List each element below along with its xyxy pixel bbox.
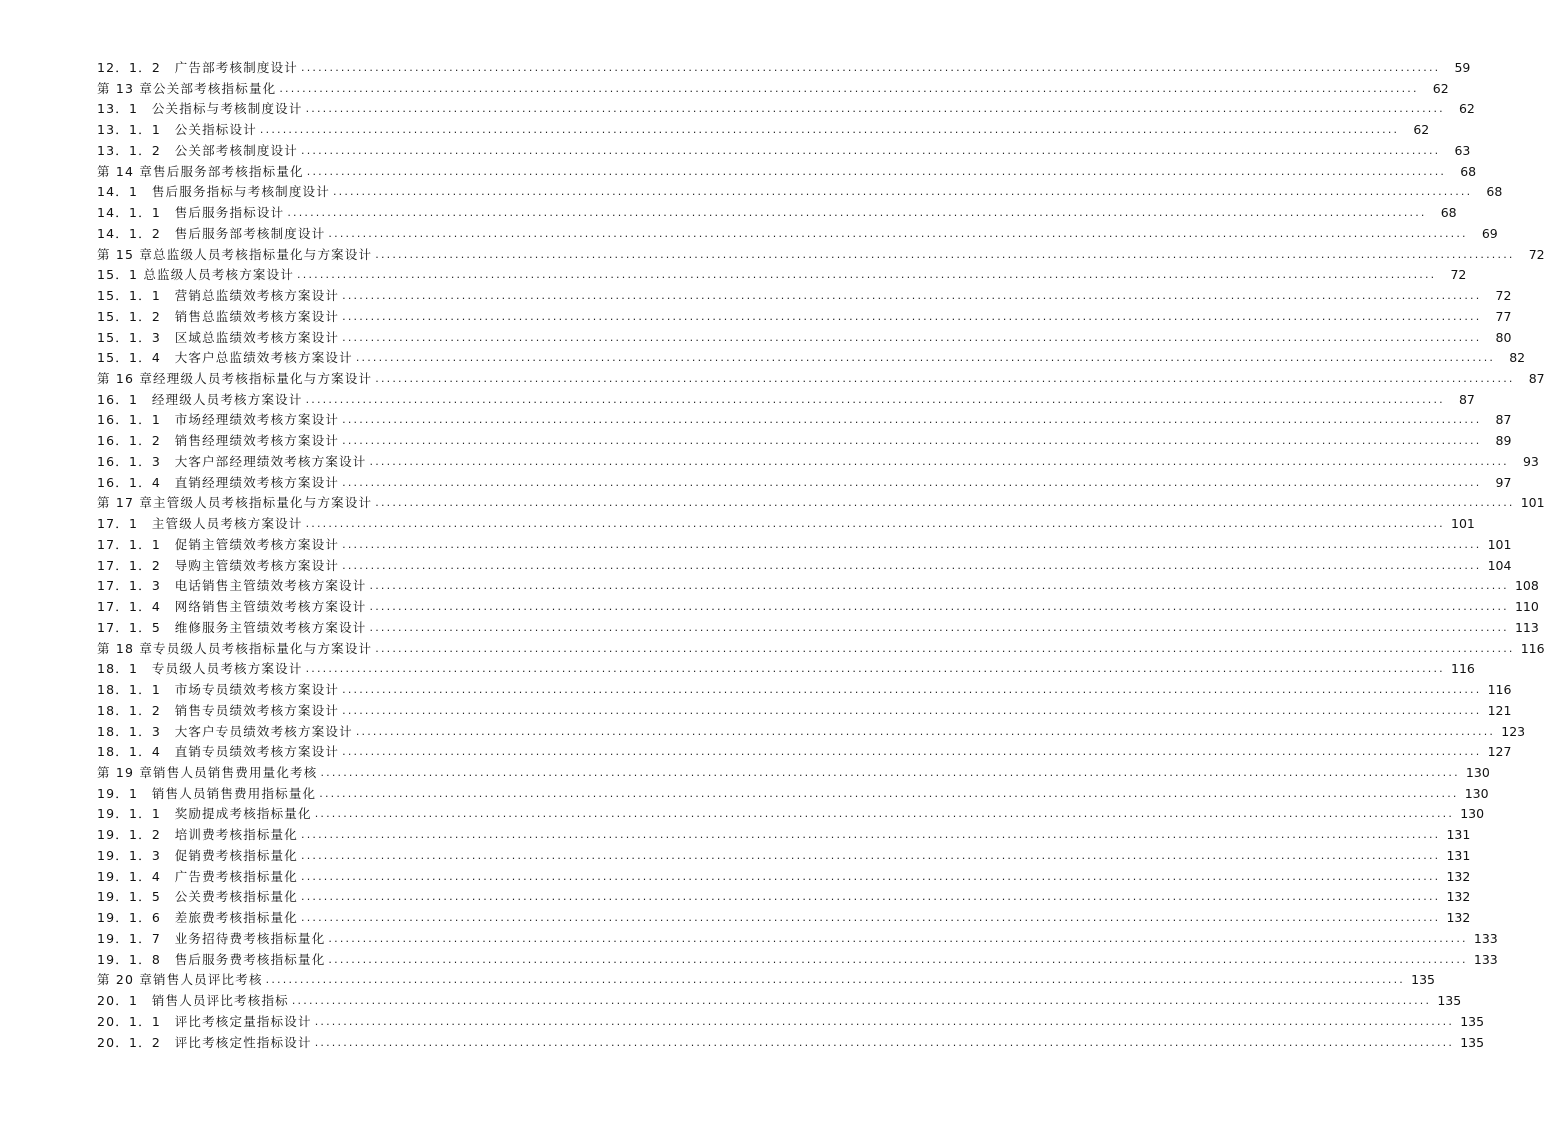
toc-entry-title: 19．1．7 业务招待费考核指标量化 — [97, 930, 326, 946]
dot-leader: ........................................................................................................................................................................................................ — [375, 372, 1515, 386]
toc-entry-page-number: 80 — [1495, 329, 1512, 345]
toc-entry[interactable] — [97, 991, 1462, 1012]
toc-entry-page-number: 77 — [1495, 308, 1512, 324]
toc-entry-title: 16．1．2 销售经理绩效考核方案设计 — [97, 433, 340, 449]
toc-entry[interactable] — [97, 473, 1512, 494]
toc-entry[interactable] — [97, 182, 1503, 203]
toc-entry-page-number: 121 — [1487, 702, 1512, 718]
dot-leader: ........................................................................................................................................................................................................ — [305, 517, 1445, 531]
toc-entry-title: 20．1．1 评比考核定量指标设计 — [97, 1013, 312, 1029]
toc-entry[interactable] — [97, 410, 1512, 431]
toc-entry-page-number: 68 — [1460, 163, 1477, 179]
toc-entry[interactable] — [97, 1012, 1485, 1033]
toc-entry-title: 16．1 经理级人员考核方案设计 — [97, 391, 303, 407]
toc-entry-title: 12．1．2 广告部考核制度设计 — [97, 60, 299, 75]
toc-entry-page-number: 62 — [1413, 122, 1430, 138]
toc-entry[interactable] — [97, 120, 1430, 141]
toc-entry-page-number: 104 — [1487, 557, 1512, 573]
toc-entry[interactable] — [97, 245, 1545, 266]
toc-entry[interactable] — [97, 722, 1526, 743]
toc-entry[interactable] — [97, 369, 1545, 390]
dot-leader: ........................................................................................................................................................................................................ — [314, 1014, 1455, 1028]
toc-entry[interactable] — [97, 141, 1471, 162]
toc-entry[interactable] — [97, 162, 1477, 183]
toc-entry-title: 15．1 总监级人员考核方案设计 — [97, 267, 295, 283]
toc-entry-title: 19．1．6 差旅费考核指标量化 — [97, 910, 299, 926]
table-of-contents — [97, 58, 1545, 1053]
toc-entry-title: 20．1．2 评比考核定性指标设计 — [97, 1034, 312, 1050]
toc-entry-page-number: 116 — [1451, 661, 1475, 677]
toc-entry[interactable] — [97, 825, 1471, 846]
toc-entry[interactable] — [97, 618, 1539, 639]
dot-leader: ........................................................................................................................................................................................................ — [342, 309, 1482, 323]
toc-entry[interactable] — [97, 742, 1512, 763]
dot-leader: ........................................................................................................................................................................................................ — [265, 973, 1405, 987]
toc-entry-page-number: 131 — [1446, 847, 1471, 863]
toc-entry-title: 20．1 销售人员评比考核指标 — [97, 993, 289, 1009]
toc-entry-title: 第 16 章经理级人员考核指标量化与方案设计 — [97, 371, 373, 387]
toc-entry-page-number: 116 — [1487, 682, 1512, 698]
toc-entry[interactable] — [97, 763, 1490, 784]
toc-entry-page-number: 101 — [1487, 536, 1512, 552]
toc-entry-page-number: 127 — [1487, 744, 1512, 760]
dot-leader: ........................................................................................................................................................................................................ — [342, 745, 1482, 759]
toc-entry-page-number: 131 — [1446, 827, 1471, 843]
dot-leader: ........................................................................................................................................................................................................ — [259, 123, 1400, 137]
dot-leader: ........................................................................................................................................................................................................ — [369, 620, 1509, 634]
toc-entry-page-number: 68 — [1486, 184, 1503, 200]
toc-entry-title: 17．1．2 导购主管绩效考核方案设计 — [97, 557, 340, 573]
toc-entry-page-number: 130 — [1465, 764, 1490, 780]
dot-leader: ........................................................................................................................................................................................................ — [342, 330, 1482, 344]
toc-entry-page-number: 135 — [1460, 1034, 1485, 1050]
toc-entry-title: 19．1．8 售后服务费考核指标量化 — [97, 951, 326, 967]
toc-entry-page-number: 62 — [1458, 101, 1475, 117]
toc-entry[interactable] — [97, 950, 1498, 971]
toc-entry[interactable] — [97, 867, 1471, 888]
toc-entry-page-number: 135 — [1437, 993, 1462, 1009]
toc-entry-page-number: 59 — [1454, 60, 1471, 75]
toc-entry[interactable] — [97, 680, 1512, 701]
toc-entry-title: 16．1．4 直销经理绩效考核方案设计 — [97, 474, 340, 490]
dot-leader: ........................................................................................................................................................................................................ — [342, 413, 1482, 427]
toc-entry-page-number: 132 — [1446, 889, 1471, 905]
dot-leader: ........................................................................................................................................................................................................ — [342, 434, 1482, 448]
toc-entry[interactable] — [97, 452, 1539, 473]
toc-entry-title: 第 19 章销售人员销售费用量化考核 — [97, 764, 318, 780]
toc-entry[interactable] — [97, 639, 1545, 660]
toc-entry[interactable] — [97, 58, 1471, 79]
toc-entry-title: 13．1 公关指标与考核制度设计 — [97, 101, 303, 117]
dot-leader: ........................................................................................................................................................................................................ — [314, 807, 1455, 821]
toc-entry-title: 16．1．1 市场经理绩效考核方案设计 — [97, 412, 340, 428]
toc-entry-title: 第 17 章主管级人员考核指标量化与方案设计 — [97, 495, 373, 511]
toc-entry-title: 19．1．5 公关费考核指标量化 — [97, 889, 299, 905]
toc-entry-page-number: 63 — [1454, 142, 1471, 158]
dot-leader: ........................................................................................................................................................................................................ — [301, 911, 1441, 925]
dot-leader: ........................................................................................................................................................................................................ — [279, 81, 1419, 95]
toc-entry-page-number: 135 — [1411, 972, 1435, 988]
toc-entry-page-number: 72 — [1450, 267, 1467, 283]
dot-leader: ........................................................................................................................................................................................................ — [301, 828, 1441, 842]
toc-entry-title: 19．1．2 培训费考核指标量化 — [97, 827, 299, 843]
toc-entry[interactable] — [97, 286, 1512, 307]
toc-entry-page-number: 72 — [1528, 246, 1545, 262]
toc-entry[interactable] — [97, 784, 1489, 805]
toc-entry-title: 14．1 售后服务指标与考核制度设计 — [97, 184, 330, 200]
toc-entry-title: 17．1．4 网络销售主管绩效考核方案设计 — [97, 599, 367, 615]
toc-entry-page-number: 69 — [1481, 225, 1498, 241]
toc-entry[interactable] — [97, 493, 1545, 514]
toc-entry[interactable] — [97, 79, 1449, 100]
toc-entry-title: 15．1．4 大客户总监绩效考核方案设计 — [97, 350, 353, 366]
dot-leader: ........................................................................................................................................................................................................ — [319, 786, 1459, 800]
dot-leader: ........................................................................................................................................................................................................ — [320, 765, 1460, 779]
toc-entry[interactable] — [97, 701, 1512, 722]
toc-entry-page-number: 130 — [1460, 806, 1485, 822]
dot-leader: ........................................................................................................................................................................................................ — [342, 558, 1482, 572]
toc-entry-page-number: 68 — [1440, 205, 1457, 221]
toc-entry-page-number: 89 — [1495, 433, 1512, 449]
toc-entry-page-number: 101 — [1451, 516, 1475, 532]
dot-leader: ........................................................................................................................................................................................................ — [301, 61, 1441, 74]
toc-entry[interactable] — [97, 535, 1512, 556]
toc-entry-title: 18．1．2 销售专员绩效考核方案设计 — [97, 702, 340, 718]
dot-leader: ........................................................................................................................................................................................................ — [342, 537, 1482, 551]
toc-entry-page-number: 135 — [1460, 1013, 1485, 1029]
toc-entry[interactable] — [97, 659, 1475, 680]
dot-leader: ........................................................................................................................................................................................................ — [306, 164, 1447, 178]
dot-leader: ........................................................................................................................................................................................................ — [342, 703, 1482, 717]
toc-entry-title: 19．1 销售人员销售费用指标量化 — [97, 785, 317, 801]
dot-leader: ........................................................................................................................................................................................................ — [301, 890, 1441, 904]
toc-entry-page-number: 82 — [1509, 350, 1526, 366]
toc-entry-title: 第 15 章总监级人员考核指标量化与方案设计 — [97, 246, 373, 262]
toc-entry-title: 15．1．2 销售总监绩效考核方案设计 — [97, 308, 340, 324]
toc-entry[interactable] — [97, 804, 1485, 825]
toc-entry[interactable] — [97, 307, 1512, 328]
toc-entry-title: 18．1．3 大客户专员绩效考核方案设计 — [97, 723, 353, 739]
toc-entry[interactable] — [97, 328, 1512, 349]
toc-entry-page-number: 87 — [1495, 412, 1512, 428]
dot-leader: ........................................................................................................................................................................................................ — [314, 1035, 1455, 1049]
toc-entry-title: 19．1．4 广告费考核指标量化 — [97, 868, 299, 884]
dot-leader: ........................................................................................................................................................................................................ — [375, 496, 1515, 510]
toc-entry-title: 第 14 章售后服务部考核指标量化 — [97, 163, 304, 179]
dot-leader: ........................................................................................................................................................................................................ — [328, 226, 1468, 240]
dot-leader: ........................................................................................................................................................................................................ — [369, 579, 1509, 593]
toc-entry[interactable] — [97, 597, 1539, 618]
dot-leader: ........................................................................................................................................................................................................ — [291, 994, 1432, 1008]
toc-entry-title: 第 20 章销售人员评比考核 — [97, 972, 263, 988]
toc-entry-page-number: 97 — [1495, 474, 1512, 490]
toc-entry-title: 19．1．1 奖励提成考核指标量化 — [97, 806, 312, 822]
dot-leader: ........................................................................................................................................................................................................ — [328, 952, 1468, 966]
toc-entry[interactable] — [97, 556, 1512, 577]
dot-leader: ........................................................................................................................................................................................................ — [369, 454, 1509, 468]
toc-entry[interactable] — [97, 265, 1467, 286]
toc-entry-title: 18．1．4 直销专员绩效考核方案设计 — [97, 744, 340, 760]
toc-entry-title: 15．1．3 区域总监绩效考核方案设计 — [97, 329, 340, 345]
toc-entry[interactable] — [97, 348, 1526, 369]
toc-entry-title: 16．1．3 大客户部经理绩效考核方案设计 — [97, 453, 367, 469]
dot-leader: ........................................................................................................................................................................................................ — [287, 206, 1427, 220]
dot-leader: ........................................................................................................................................................................................................ — [342, 683, 1482, 697]
dot-leader: ........................................................................................................................................................................................................ — [328, 931, 1468, 945]
toc-entry-page-number: 132 — [1446, 910, 1471, 926]
toc-entry-title: 第 18 章专员级人员考核指标量化与方案设计 — [97, 640, 373, 656]
toc-entry[interactable] — [97, 1033, 1485, 1054]
toc-entry[interactable] — [97, 224, 1498, 245]
toc-entry-page-number: 62 — [1432, 80, 1449, 96]
toc-entry-page-number: 93 — [1522, 453, 1539, 469]
dot-leader: ........................................................................................................................................................................................................ — [305, 392, 1445, 406]
dot-leader: ........................................................................................................................................................................................................ — [301, 869, 1441, 883]
toc-entry-page-number: 130 — [1464, 785, 1489, 801]
toc-entry[interactable] — [97, 908, 1471, 929]
toc-entry-page-number: 87 — [1528, 371, 1545, 387]
toc-entry[interactable] — [97, 576, 1539, 597]
toc-entry[interactable] — [97, 846, 1471, 867]
toc-entry-title: 第 13 章公关部考核指标量化 — [97, 80, 277, 96]
toc-entry-page-number: 108 — [1514, 578, 1539, 594]
toc-entry-title: 17．1．5 维修服务主管绩效考核方案设计 — [97, 619, 367, 635]
toc-entry-page-number: 123 — [1501, 723, 1526, 739]
dot-leader: ........................................................................................................................................................................................................ — [332, 185, 1473, 199]
toc-entry-title: 13．1．2 公关部考核制度设计 — [97, 142, 299, 158]
dot-leader: ........................................................................................................................................................................................................ — [369, 600, 1509, 614]
dot-leader: ........................................................................................................................................................................................................ — [355, 351, 1496, 365]
toc-entry-page-number: 72 — [1495, 288, 1512, 304]
toc-entry-title: 18．1 专员级人员考核方案设计 — [97, 661, 303, 677]
toc-entry-page-number: 133 — [1473, 951, 1498, 967]
dot-leader: ........................................................................................................................................................................................................ — [297, 268, 1437, 282]
toc-entry[interactable] — [97, 887, 1471, 908]
dot-leader: ........................................................................................................................................................................................................ — [342, 475, 1482, 489]
toc-entry-page-number: 133 — [1473, 930, 1498, 946]
toc-entry-page-number: 116 — [1520, 640, 1545, 656]
toc-entry-page-number: 113 — [1514, 619, 1539, 635]
toc-entry-page-number: 87 — [1458, 391, 1475, 407]
dot-leader: ........................................................................................................................................................................................................ — [375, 247, 1515, 261]
toc-entry-title: 14．1．2 售后服务部考核制度设计 — [97, 225, 326, 241]
dot-leader: ........................................................................................................................................................................................................ — [301, 848, 1441, 862]
toc-entry-title: 17．1．1 促销主管绩效考核方案设计 — [97, 536, 340, 552]
toc-entry-title: 18．1．1 市场专员绩效考核方案设计 — [97, 682, 340, 698]
dot-leader: ........................................................................................................................................................................................................ — [342, 289, 1482, 303]
toc-entry[interactable] — [97, 99, 1475, 120]
dot-leader: ........................................................................................................................................................................................................ — [305, 662, 1445, 676]
dot-leader: ........................................................................................................................................................................................................ — [355, 724, 1496, 738]
toc-entry[interactable] — [97, 431, 1512, 452]
toc-entry-page-number: 132 — [1446, 868, 1471, 884]
toc-entry-title: 17．1 主管级人员考核方案设计 — [97, 516, 303, 532]
toc-entry[interactable] — [97, 203, 1457, 224]
toc-entry-title: 19．1．3 促销费考核指标量化 — [97, 847, 299, 863]
toc-entry-page-number: 110 — [1514, 599, 1539, 615]
toc-entry-title: 14．1．1 售后服务指标设计 — [97, 205, 285, 221]
toc-entry-title: 17．1．3 电话销售主管绩效考核方案设计 — [97, 578, 367, 594]
toc-entry[interactable] — [97, 970, 1435, 991]
toc-entry[interactable] — [97, 929, 1498, 950]
dot-leader: ........................................................................................................................................................................................................ — [375, 641, 1515, 655]
toc-entry-page-number: 101 — [1520, 495, 1545, 511]
toc-entry-title: 15．1．1 营销总监绩效考核方案设计 — [97, 288, 340, 304]
toc-entry[interactable] — [97, 390, 1475, 411]
dot-leader: ........................................................................................................................................................................................................ — [301, 143, 1441, 157]
toc-entry[interactable] — [97, 514, 1475, 535]
toc-entry-title: 13．1．1 公关指标设计 — [97, 122, 257, 138]
dot-leader: ........................................................................................................................................................................................................ — [305, 102, 1445, 116]
